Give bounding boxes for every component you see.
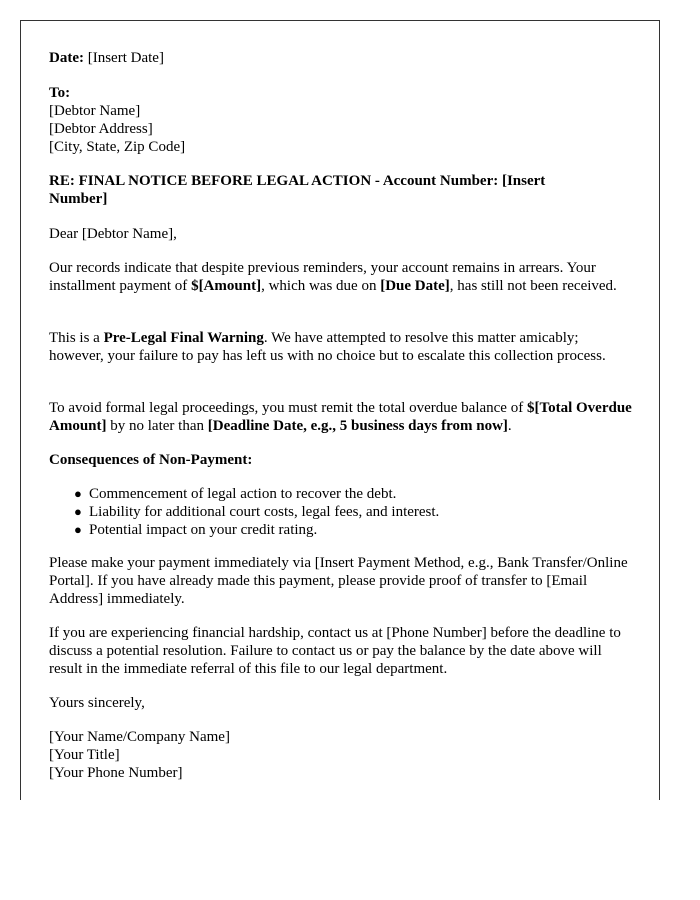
date-value: [Insert Date]: [87, 50, 164, 66]
para2-text-1: This is a: [49, 330, 104, 346]
consequences-heading: Consequences of Non-Payment:: [49, 452, 253, 468]
paragraph-warning: [49, 329, 633, 365]
letter-page: [20, 20, 660, 800]
signature-phone: [Your Phone Number]: [49, 765, 183, 781]
bullet-icon: ●: [74, 486, 82, 501]
recipient-city: [City, State, Zip Code]: [49, 139, 186, 155]
salutation: Dear [Debtor Name],: [49, 226, 177, 242]
consequences-list: [49, 485, 633, 539]
paragraph-hardship: If you are experiencing financial hardship, contact us at [Phone Number] before the deadline to discuss a potential resolution. Failure to contact us or pay the balance by the date above will result in the immediate referral of this file to our legal department.: [49, 625, 621, 677]
date-label: Date:: [49, 50, 84, 66]
bullet-icon: ●: [74, 504, 82, 519]
consequence-text: Potential impact on your credit rating.: [89, 522, 318, 538]
para3-text-3: .: [507, 418, 512, 434]
list-item: [74, 503, 633, 521]
closing: Yours sincerely,: [49, 695, 145, 711]
para3-text-2: by no later than: [106, 418, 208, 434]
paragraph-payment-method: Please make your payment immediately via [Insert Payment Method, e.g., Bank Transfer/Online Portal]. If you have already made this payment, please provide proof of transfer to [Email Address] immediately.: [49, 555, 628, 607]
list-item: [74, 485, 633, 503]
para3-text-1: To avoid formal legal proceedings, you must remit the total overdue balance of: [49, 400, 527, 416]
consequence-text: Liability for additional court costs, legal fees, and interest.: [89, 504, 440, 520]
subject-line-2: Number]: [49, 191, 108, 207]
due-date-field: [Due Date]: [380, 278, 450, 294]
paragraph-deadline: [49, 399, 633, 435]
date-line: [49, 49, 633, 67]
signature-block: [49, 728, 633, 782]
recipient-address: [Debtor Address]: [49, 121, 153, 137]
deadline-field: [Deadline Date, e.g., 5 business days from now]: [207, 418, 508, 434]
para1-text-3: , has still not been received.: [449, 278, 617, 294]
recipient-block: [49, 84, 633, 156]
signature-name: [Your Name/Company Name]: [49, 729, 230, 745]
warning-phrase: Pre-Legal Final Warning: [103, 330, 264, 346]
para1-text-2: , which was due on: [261, 278, 381, 294]
subject-line: [49, 172, 633, 208]
signature-title: [Your Title]: [49, 747, 120, 763]
subject-line-1: RE: FINAL NOTICE BEFORE LEGAL ACTION - Account Number: [Insert: [49, 173, 546, 189]
bullet-icon: ●: [74, 522, 82, 537]
amount-field: $[Amount]: [191, 278, 262, 294]
para1-text-1: Our records indicate that despite previous reminders, your account remains in arrears. Your installment payment of: [49, 260, 596, 294]
recipient-name: [Debtor Name]: [49, 103, 141, 119]
list-item: [74, 521, 633, 539]
paragraph-arrears: [49, 259, 633, 295]
consequence-text: Commencement of legal action to recover the debt.: [89, 486, 397, 502]
total-amount-field: $[Total Overdue Amount]: [49, 400, 632, 434]
recipient-label: To:: [49, 85, 71, 101]
para2-text-2: . We have attempted to resolve this matter amicably; however, your failure to pay has left us with no choice but to escalate this collection process.: [49, 330, 606, 364]
